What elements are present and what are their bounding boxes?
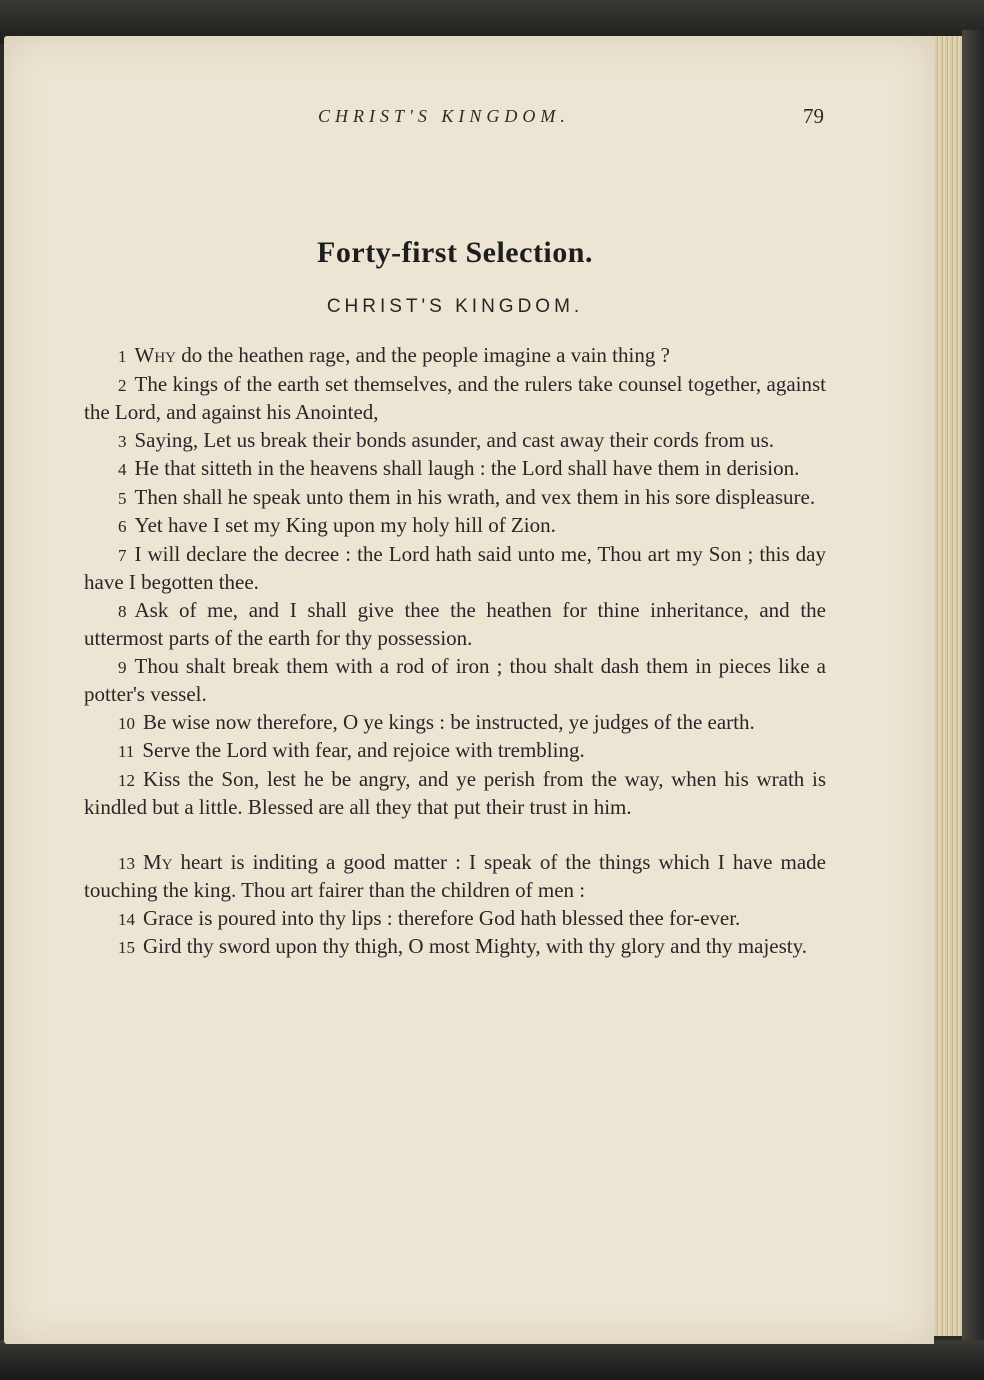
verse-text: Then shall he speak unto them in his wrath, and vex them in his sore displeasure. — [134, 484, 816, 509]
running-head — [80, 106, 830, 136]
verse-text: Serve the Lord with fear, and rejoice with trembling. — [142, 738, 585, 762]
verse-number: 5 — [118, 488, 127, 508]
verse-number: 12 — [118, 770, 135, 790]
verse — [84, 484, 826, 513]
verse-list — [84, 342, 826, 962]
verse — [84, 766, 826, 822]
verse-text: Thou shalt break them with a rod of iron ; thou shalt dash them in pieces like a potter's vessel. — [84, 653, 826, 706]
verse-number: 1 — [118, 347, 127, 366]
verse-text: I will declare the decree : the Lord hath said unto me, Thou art my Son ; this day have I begotten thee. — [84, 541, 826, 594]
verse-number: 7 — [118, 545, 127, 565]
verse-text: Saying, Let us break their bonds asunder, and cast away their cords from us. — [134, 427, 774, 452]
verse-number: 13 — [118, 853, 135, 873]
verse-text: The kings of the earth set themselves, and the rulers take counsel together, against the Lord, and against his Anointed, — [84, 371, 826, 424]
page-number: 79 — [803, 104, 824, 128]
verse — [84, 933, 826, 962]
stanza-break — [84, 822, 826, 849]
verse — [84, 709, 826, 738]
verse-number: 14 — [118, 909, 135, 929]
verse — [84, 427, 826, 456]
selection-heading: Forty-first Selection. — [317, 236, 593, 269]
verse-number: 2 — [118, 375, 127, 395]
section-title: CHRIST'S KINGDOM. — [326, 296, 584, 317]
verse — [84, 849, 826, 905]
verse-number: 10 — [118, 713, 135, 733]
page-edges — [930, 36, 962, 1336]
verse-number: 9 — [118, 657, 127, 677]
verse-text: Ask of me, and I shall give thee the heathen for thine inheritance, and the uttermost parts of the earth for thy possession. — [84, 597, 826, 650]
verse-text: heart is inditing a good matter : I speak of the things which I have made touching the king. Thou art fairer than the children of men : — [84, 849, 826, 902]
verse-number: 15 — [118, 938, 135, 957]
verse-text: Be wise now therefore, O ye kings : be instructed, ye judges of the earth. — [143, 709, 755, 734]
running-title: CHRIST'S KINGDOM. — [318, 106, 570, 126]
verse-text: He that sitteth in the heavens shall laugh : the Lord shall have them in derision. — [134, 456, 800, 480]
verse — [84, 653, 826, 709]
verse-number: 4 — [118, 460, 127, 479]
book-cover-right — [962, 30, 984, 1360]
verse-text: Grace is poured into thy lips : therefore God hath blessed thee for-ever. — [143, 905, 741, 930]
verse — [84, 512, 826, 541]
verse-number: 8 — [118, 601, 127, 621]
verse-number: 3 — [118, 431, 127, 451]
verse — [84, 455, 826, 484]
verse — [84, 371, 826, 427]
verse-number: 6 — [118, 517, 127, 536]
verse — [84, 342, 826, 371]
book-cover-bottom — [0, 1340, 984, 1380]
verse-text: Kiss the Son, lest he be angry, and ye perish from the way, when his wrath is kindled but a little. Blessed are all they that put their trust in him. — [84, 766, 826, 819]
verse — [84, 905, 826, 934]
verse-text: do the heathen rage, and the people imagine a vain thing ? — [176, 343, 670, 367]
verse — [84, 737, 826, 766]
verse-number: 11 — [118, 742, 135, 761]
verse — [84, 541, 826, 597]
verse-lead-word: Why — [134, 343, 176, 367]
verse-lead-word: My — [143, 849, 173, 874]
verse-text: Gird thy sword upon thy thigh, O most Mighty, with thy glory and thy majesty. — [143, 934, 808, 958]
verse-text: Yet have I set my King upon my holy hill of Zion. — [134, 513, 556, 537]
verse — [84, 597, 826, 653]
